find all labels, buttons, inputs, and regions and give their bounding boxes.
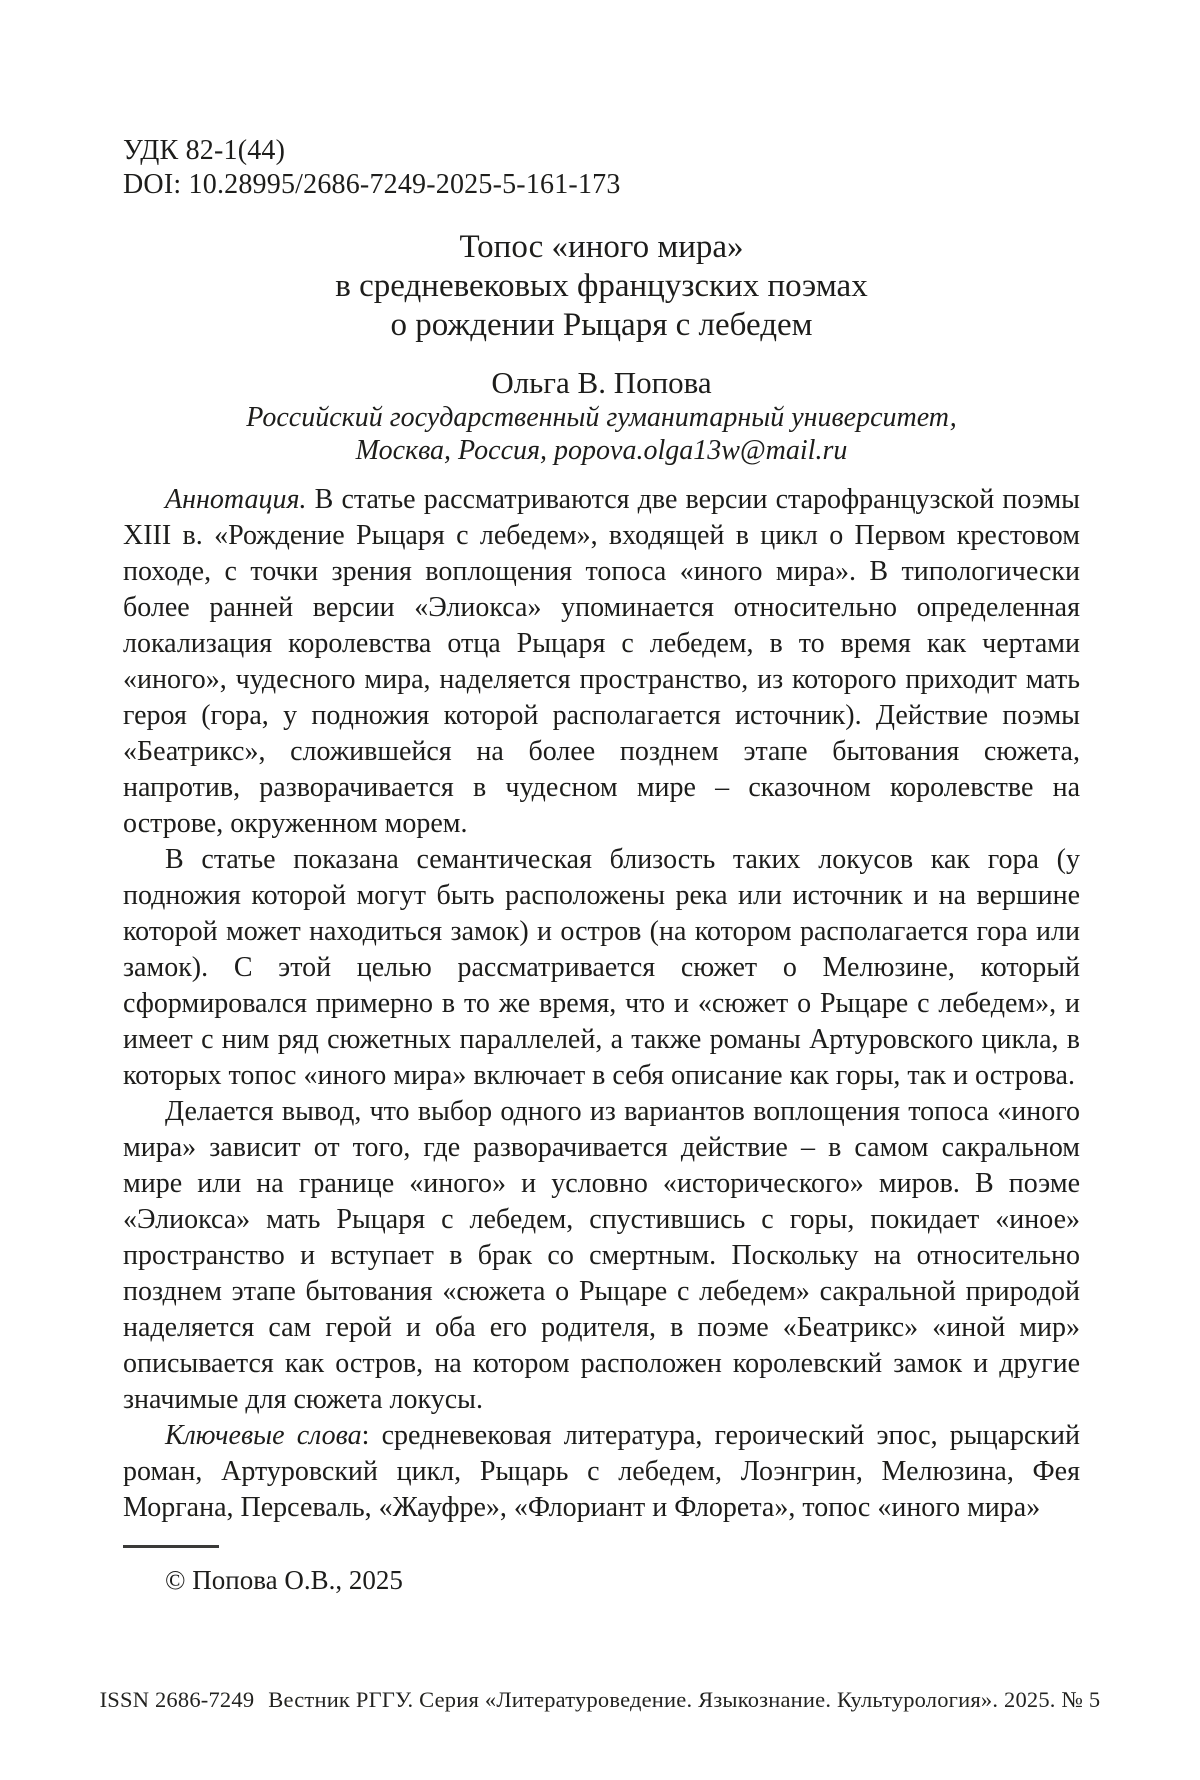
footer-journal-title: Вестник РГГУ. Серия «Литературоведение. Языкознание. Культурология». 2025. № 5 <box>268 1687 1101 1712</box>
doi-number: DOI: 10.28995/2686-7249-2025-5-161-173 <box>123 169 621 200</box>
author-name: Ольга В. Попова <box>491 365 712 400</box>
article-title-line-3: о рождении Рыцаря с лебедем <box>390 307 813 343</box>
keywords-label: Ключевые слова <box>165 1420 362 1451</box>
abstract-paragraph-2: В статье показана семантическая близость таких локусов как гора (у подножия которой могут быть расположены река или источник и на вершине которой может находиться замок) и остров (на котором располагается гора или замок). С этой целью рассматривается сюжет о Мелюзине, который сформировался примерно в то же время, что и «сюжет о Рыцаре с лебедем», и имеет с ним ряд сюжетных параллелей, а также романы Артуровского цикла, в которых топос «иного мира» включает в себя описание как горы, так и острова. <box>123 844 1080 1091</box>
article-content <box>123 0 1080 1598</box>
abstract-label: Аннотация. <box>165 484 307 515</box>
article-title-line-1: Топос «иного мира» <box>459 229 744 265</box>
keywords-paragraph <box>123 1418 1080 1526</box>
footnote-rule <box>123 1545 219 1548</box>
article-title-line-2: в средневековых французских поэмах <box>335 268 868 304</box>
abstract-paragraph-1-text: В статье рассматриваются две версии старофранцузской поэмы XIII в. «Рождение Рыцаря с лебедем», входящей в цикл о Первом крестовом походе, с точки зрения воплощения топоса «иного мира». В типологически более ранней версии «Элиокса» упоминается относительно определенная локализация королевства отца Рыцаря с лебедем, в то время как чертами «иного», чудесного мира, наделяется пространство, из которого приходит мать героя (гора, у подножия которой располагается источник). Действие поэмы «Беатрикс», сложившейся на более позднем этапе бытования сюжета, напротив, разворачивается в чудесном мире – сказочном королевстве на острове, окруженном морем. <box>123 484 1080 839</box>
article-meta <box>123 134 1080 202</box>
journal-footer <box>0 1686 1200 1714</box>
author-location-email: Москва, Россия, popova.olga13w@mail.ru <box>355 435 848 466</box>
abstract-block <box>123 482 1080 1526</box>
article-title <box>123 228 1080 345</box>
udc-number: УДК 82-1(44) <box>123 135 286 166</box>
footer-issn: ISSN 2686-7249 <box>99 1687 255 1712</box>
keywords-text: : средневековая литература, героический эпос, рыцарский роман, Артуровский цикл, Рыцарь с лебедем, Лоэнгрин, Мелюзина, Фея Моргана, Персеваль, «Жауфре», «Флориант и Флорета», топос «иного мира» <box>123 1420 1081 1523</box>
author-affiliation: Российский государственный гуманитарный университет, <box>246 402 957 433</box>
abstract-paragraph-3: Делается вывод, что выбор одного из вариантов воплощения топоса «иного мира» зависит от того, где разворачивается действие – в самом сакральном мире или на границе «иного» и условно «исторического» миров. В поэме «Элиокса» мать Рыцаря с лебедем, спустившись с горы, покидает «иное» пространство и вступает в брак со смертным. Поскольку на относительно позднем этапе бытования «сюжета о Рыцаре с лебедем» сакральной природой наделяется сам герой и оба его родителя, в поэме «Беатрикс» «иной мир» описывается как остров, на котором расположен королевский замок и другие значимые для сюжета локусы. <box>123 1096 1080 1415</box>
copyright-notice: © Попова О.В., 2025 <box>165 1565 403 1595</box>
abstract-paragraph-1 <box>123 482 1080 842</box>
